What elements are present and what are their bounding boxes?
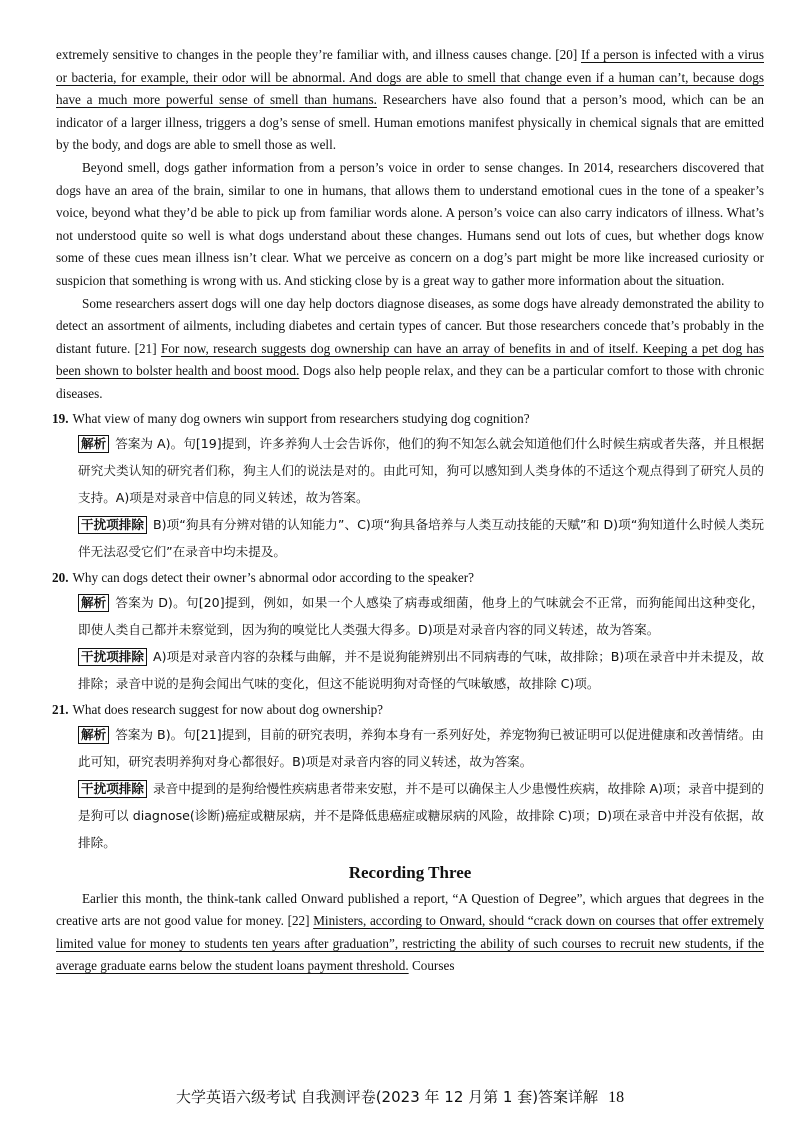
distractor-tag: 干扰项排除 bbox=[78, 516, 147, 534]
passage-paragraph-2: Beyond smell, dogs gather information from a person’s voice in order to sense changes. In 2014, researchers discovered that dogs have an area of the brain, similar to one in humans, that allows them to understand emotional cues in the tone of a speaker’s voice, beyond what they’d be able to pick up from familiar words alone. A person’s voice can also carry indicators of illness. What’s not understood quite so well is what dogs understand about these changes. Humans send out lots of cues, but whether dogs know some of these cues mean illness isn’t clear. What we perceive as concern on a dog’s part might be more like increased curiosity or suspicion that something is wrong with us. And sticking close by is a great way to gather more information about the situation. bbox=[56, 159, 764, 288]
distractor-19 bbox=[78, 511, 764, 565]
question-text: What does research suggest for now about dog ownership? bbox=[72, 701, 384, 717]
analysis-tag: 解析 bbox=[78, 726, 109, 744]
question-number: 19. bbox=[52, 410, 69, 426]
analysis-19 bbox=[78, 430, 764, 511]
analysis-tag: 解析 bbox=[78, 435, 109, 453]
question-20 bbox=[52, 567, 764, 589]
question-text: Why can dogs detect their owner’s abnormal odor according to the speaker? bbox=[72, 569, 474, 585]
distractor-text: B)项“狗具有分辨对错的认知能力”、C)项“狗具备培养与人类互动技能的天赋”和 D)项“狗知道什么时候人类玩伴无法忍受它们”在录音中均未提及。 bbox=[78, 516, 764, 559]
distractor-text: 录音中提到的是狗给慢性疾病患者带来安慰，并不是可以确保主人少患慢性疾病，故排除 A)项；录音中提到的是狗可以 diagnose(诊断)癌症或糖尿病，并不是降低患癌症或糖尿病的风险，故排除 C)项；D)项在录音中并没有依据，故排除。 bbox=[78, 780, 764, 850]
distractor-20 bbox=[78, 643, 764, 697]
r3-text: Earlier this month, the think-tank called Onward published a report, “A Question of Degree”, which argues that degrees in the creative arts are not good value for money. [22] bbox=[56, 890, 764, 929]
recording-three-paragraph bbox=[56, 888, 764, 978]
analysis-text: 答案为 D)。句[20]提到，例如，如果一个人感染了病毒或细菌，他身上的气味就会不正常，而狗能闻出这种变化，即使人类自己都并未察觉到，因为狗的嗅觉比人类强大得多。D)项是对录音内容的同义转述，故为答案。 bbox=[78, 594, 764, 637]
page-content bbox=[52, 44, 764, 978]
p1-underlined-sentence: If a person is infected with a virus or bacteria, for example, their odor will be abnormal. And dogs are able to smell that change even if a human can’t, because dogs have a much more powerful sense of smell than humans. bbox=[56, 47, 764, 108]
p3-underlined-sentence: For now, research suggests dog ownership can have an array of benefits in and of itself. Keeping a pet dog has been shown to bolster health and boost mood. bbox=[56, 340, 764, 379]
question-21 bbox=[52, 699, 764, 721]
p1-text-after: Researchers have also found that a person’s mood, which can be an indicator of a larger illness, triggers a dog’s sense of smell. Human emotions manifest physically in chemical signals that are emitted by the body, and dogs are able to smell those as well. bbox=[56, 92, 764, 153]
analysis-text: 答案为 A)。句[19]提到，许多养狗人士会告诉你，他们的狗不知怎么就会知道他们什么时候生病或者失落，并且根据研究犬类认知的研究者们称，狗主人们的说法是对的。由此可知，狗可以感知到人类身体的不适这个观点得到了研究人员的支持。A)项是对录音中信息的同义转述，故为答案。 bbox=[78, 435, 764, 505]
passage-paragraph-3 bbox=[56, 293, 764, 406]
distractor-21 bbox=[78, 775, 764, 856]
passage-paragraph-1 bbox=[56, 44, 764, 157]
p3-text-after: Dogs also help people relax, and they can be a particular comfort to those with chronic diseases. bbox=[56, 363, 764, 401]
section-title-recording-three: Recording Three bbox=[348, 862, 472, 882]
page-number: 18 bbox=[608, 1089, 625, 1106]
distractor-tag: 干扰项排除 bbox=[78, 648, 147, 666]
analysis-tag: 解析 bbox=[78, 594, 109, 612]
distractor-text: A)项是对录音内容的杂糅与曲解，并不是说狗能辨别出不同病毒的气味，故排除；B)项在录音中并未提及，故排除；录音中说的是狗会闻出气味的变化，但这不能说明狗对奇怪的气味敏感，故排除 C)项。 bbox=[78, 648, 764, 691]
footer-title: 大学英语六级考试 自我测评卷(2023 年 12 月第 1 套)答案详解 bbox=[175, 1088, 599, 1106]
question-19 bbox=[52, 408, 764, 430]
r3-text-after: Courses bbox=[408, 958, 455, 974]
p3-text: Some researchers assert dogs will one day help doctors diagnose diseases, as some dogs have already demonstrated the ability to detect an assortment of ailments, including diabetes and certain types of cancer. But those researchers concede that’s probably in the distant future. [21] bbox=[56, 295, 764, 356]
analysis-20 bbox=[78, 589, 764, 643]
distractor-tag: 干扰项排除 bbox=[78, 780, 147, 798]
page-footer bbox=[0, 1086, 800, 1107]
question-number: 21. bbox=[52, 701, 69, 717]
analysis-21 bbox=[78, 721, 764, 775]
analysis-text: 答案为 B)。句[21]提到，目前的研究表明，养狗本身有一系列好处，养宠物狗已被证明可以促进健康和改善情绪。由此可知，研究表明养狗对身心都很好。B)项是对录音内容的同义转述，故为答案。 bbox=[78, 726, 764, 769]
r3-underlined-sentence: Ministers, according to Onward, should “crack down on courses that offer extremely limited value for money to students ten years after graduation”, restricting the ability of such courses to recruit new students, if the average graduate earns below the student loans payment threshold. bbox=[56, 913, 764, 974]
p1-text: extremely sensitive to changes in the people they’re familiar with, and illness causes change. [20] bbox=[56, 47, 581, 62]
question-text: What view of many dog owners win support from researchers studying dog cognition? bbox=[72, 410, 530, 426]
question-number: 20. bbox=[52, 569, 69, 585]
